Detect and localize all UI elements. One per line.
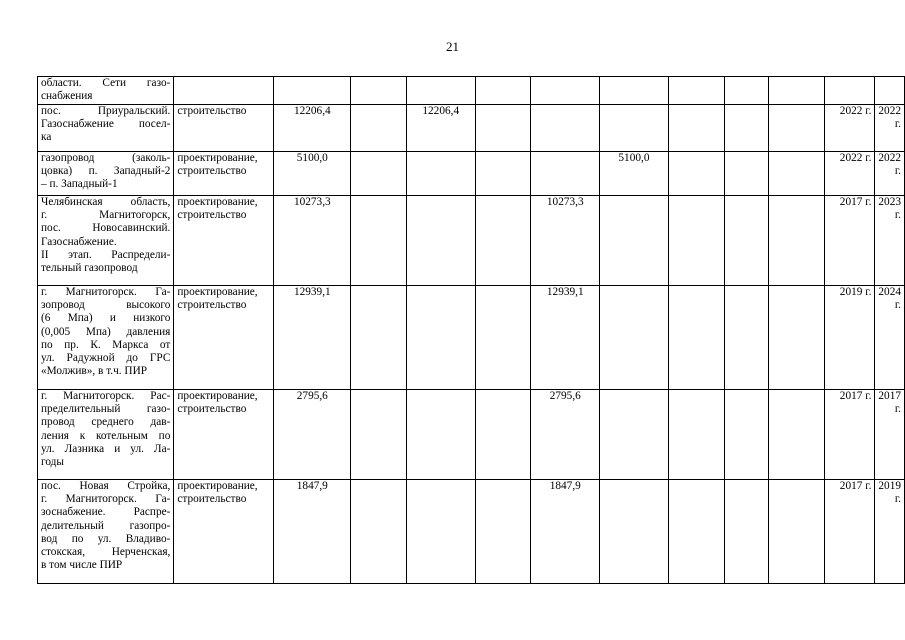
work-type-line: строительство — [177, 493, 247, 506]
object-name-line: делительный газопро- — [41, 519, 171, 532]
end-year-cell: 2024 г. — [875, 286, 905, 390]
year-amount-cell — [475, 196, 530, 286]
object-name-line: вод по ул. Владиво- — [41, 532, 171, 545]
object-name-line: г. Магнитогорск, — [41, 209, 171, 222]
year-amount-cell — [600, 286, 668, 390]
year-amount-cell — [351, 196, 406, 286]
year-amount-cell — [406, 286, 475, 390]
year-amount-cell — [351, 152, 406, 196]
work-type-cell — [174, 196, 274, 286]
work-type-line: строительство — [177, 299, 247, 312]
total-amount-cell: 10273,3 — [274, 196, 351, 286]
year-amount-cell — [724, 196, 768, 286]
object-name-cell — [38, 105, 174, 152]
object-name-line: тельный газопровод — [41, 262, 138, 275]
year-amount-cell — [351, 390, 406, 480]
year-amount-cell — [475, 77, 530, 105]
work-type-line: проектирование, — [177, 152, 258, 164]
object-name-cell — [38, 390, 174, 480]
start-year-cell: 2019 г. — [825, 286, 875, 390]
year-amount-cell — [769, 390, 825, 480]
total-amount-cell: 5100,0 — [274, 152, 351, 196]
year-amount-cell — [475, 390, 530, 480]
total-amount-cell: 12206,4 — [274, 105, 351, 152]
year-amount-cell — [406, 77, 475, 105]
year-amount-cell — [475, 480, 530, 584]
year-amount-cell — [724, 77, 768, 105]
work-type-line: проектирование, — [177, 390, 258, 402]
end-year-cell: 2022 г. — [875, 152, 905, 196]
year-amount-cell: 12939,1 — [531, 286, 600, 390]
year-amount-cell — [668, 390, 724, 480]
year-amount-cell — [668, 152, 724, 196]
year-amount-cell: 12206,4 — [406, 105, 475, 152]
object-name-line: стокская, Нерченская, — [41, 546, 171, 559]
year-amount-cell — [724, 480, 768, 584]
year-amount-cell — [351, 286, 406, 390]
year-amount-cell: 1847,9 — [531, 480, 600, 584]
year-amount-cell — [531, 105, 600, 152]
end-year-cell: 2017 г. — [875, 390, 905, 480]
start-year-cell: 2017 г. — [825, 480, 875, 584]
object-name-cell — [38, 196, 174, 286]
object-name-cell — [38, 480, 174, 584]
work-type-line: строительство — [177, 403, 247, 416]
work-type-line: проектирование, — [177, 480, 258, 492]
year-amount-cell — [406, 152, 475, 196]
end-year-cell: 2023 г. — [875, 196, 905, 286]
object-name-cell — [38, 77, 174, 105]
object-name-line: пос. Приуральский. — [41, 105, 171, 117]
object-name-line: ления к котельным по — [41, 429, 171, 442]
object-name-line: ка — [41, 131, 52, 144]
year-amount-cell — [351, 77, 406, 105]
work-type-line: строительство — [177, 209, 247, 222]
object-name-line: пределительный газо- — [41, 403, 171, 416]
work-type-line: проектирование, — [177, 286, 258, 298]
total-amount-cell — [274, 77, 351, 105]
year-amount-cell: 10273,3 — [531, 196, 600, 286]
object-name-line: – п. Западный-1 — [41, 178, 118, 191]
year-amount-cell — [406, 390, 475, 480]
table-row — [38, 390, 905, 480]
work-type-line: строительство — [177, 105, 247, 117]
year-amount-cell — [600, 390, 668, 480]
object-name-line: г. Магнитогорск. Га- — [41, 286, 171, 298]
year-amount-cell — [769, 152, 825, 196]
year-amount-cell — [668, 77, 724, 105]
object-name-line: «Молжив», в т.ч. ПИР — [41, 365, 148, 378]
start-year-cell: 2017 г. — [825, 390, 875, 480]
object-name-line: газопровод (заколь- — [41, 152, 171, 164]
year-amount-cell — [475, 152, 530, 196]
object-name-line: г. Магнитогорск. Рас- — [41, 390, 171, 402]
object-name-line: II этап. Распредели- — [41, 248, 171, 261]
page-number: 21 — [446, 39, 459, 54]
work-type-cell — [174, 152, 274, 196]
year-amount-cell — [600, 196, 668, 286]
object-name-line: зопровод высокого — [41, 299, 171, 312]
start-year-cell: 2022 г. — [825, 152, 875, 196]
year-amount-cell — [769, 105, 825, 152]
object-name-line: Челябинская область, — [41, 196, 171, 208]
object-name-line: провод среднего дав- — [41, 416, 171, 429]
object-name-line: в том числе ПИР — [41, 559, 123, 572]
year-amount-cell — [724, 286, 768, 390]
investment-table — [37, 76, 905, 584]
year-amount-cell — [724, 105, 768, 152]
year-amount-cell — [769, 286, 825, 390]
object-name-line: снабжения — [41, 90, 93, 103]
year-amount-cell: 2795,6 — [531, 390, 600, 480]
table-body — [38, 77, 905, 584]
end-year-cell: 2022 г. — [875, 105, 905, 152]
work-type-cell — [174, 390, 274, 480]
year-amount-cell — [531, 152, 600, 196]
year-amount-cell — [668, 196, 724, 286]
object-name-line: пос. Новосавинский. — [41, 222, 171, 235]
total-amount-cell: 12939,1 — [274, 286, 351, 390]
table-row — [38, 105, 905, 152]
year-amount-cell — [531, 77, 600, 105]
object-name-line: зоснабжение. Распре- — [41, 506, 171, 519]
object-name-line: цовка) п. Западный-2 — [41, 165, 171, 178]
year-amount-cell — [769, 77, 825, 105]
year-amount-cell — [351, 480, 406, 584]
object-name-line: годы — [41, 456, 65, 469]
object-name-line: (0,005 Мпа) давления — [41, 325, 171, 338]
year-amount-cell — [600, 105, 668, 152]
start-year-cell: 2022 г. — [825, 105, 875, 152]
year-amount-cell — [406, 480, 475, 584]
work-type-line: строительство — [177, 165, 247, 178]
work-type-cell — [174, 77, 274, 105]
end-year-cell: 2019 г. — [875, 480, 905, 584]
year-amount-cell — [668, 105, 724, 152]
year-amount-cell — [724, 390, 768, 480]
total-amount-cell: 1847,9 — [274, 480, 351, 584]
year-amount-cell — [769, 480, 825, 584]
year-amount-cell — [475, 286, 530, 390]
total-amount-cell: 2795,6 — [274, 390, 351, 480]
object-name-line: пос. Новая Стройка, — [41, 480, 171, 492]
year-amount-cell — [769, 196, 825, 286]
year-amount-cell — [600, 77, 668, 105]
object-name-line: области. Сети газо- — [41, 77, 171, 89]
work-type-cell — [174, 286, 274, 390]
year-amount-cell — [600, 480, 668, 584]
year-amount-cell — [406, 196, 475, 286]
year-amount-cell — [724, 152, 768, 196]
object-name-cell — [38, 286, 174, 390]
object-name-line: по пр. К. Маркса от — [41, 338, 171, 351]
year-amount-cell — [475, 105, 530, 152]
start-year-cell: 2017 г. — [825, 196, 875, 286]
table-row — [38, 152, 905, 196]
table-row — [38, 77, 905, 105]
work-type-cell — [174, 480, 274, 584]
object-name-line: (6 Мпа) и низкого — [41, 312, 171, 325]
table-row — [38, 286, 905, 390]
year-amount-cell — [351, 105, 406, 152]
object-name-line: г. Магнитогорск. Га- — [41, 493, 171, 506]
table-row — [38, 480, 905, 584]
object-name-line: Газоснабжение посел- — [41, 118, 171, 131]
object-name-line: ул. Радужной до ГРС — [41, 352, 171, 365]
year-amount-cell — [668, 286, 724, 390]
end-year-cell — [875, 77, 905, 105]
object-name-line: ул. Лазника и ул. Ла- — [41, 442, 171, 455]
start-year-cell — [825, 77, 875, 105]
year-amount-cell — [668, 480, 724, 584]
table-row — [38, 196, 905, 286]
work-type-cell — [174, 105, 274, 152]
work-type-line: проектирование, — [177, 196, 258, 208]
object-name-line: Газоснабжение. — [41, 235, 117, 248]
object-name-cell — [38, 152, 174, 196]
year-amount-cell: 5100,0 — [600, 152, 668, 196]
